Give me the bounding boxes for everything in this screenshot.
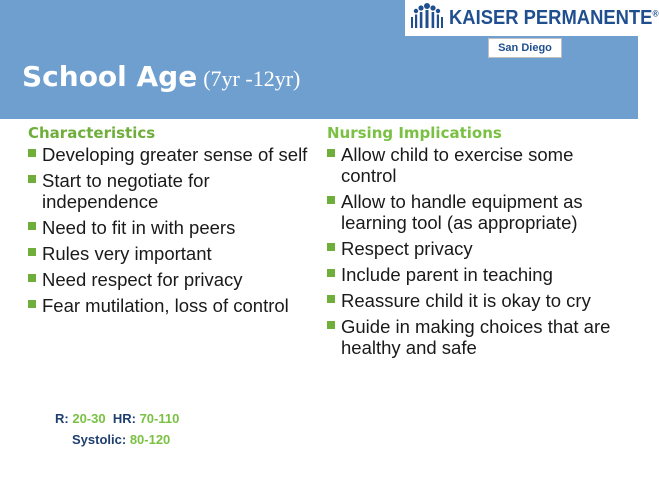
list-item: Allow to handle equipment as learning tool (as appropriate): [327, 191, 627, 233]
square-bullet-icon: [327, 243, 335, 251]
characteristics-column: [28, 124, 318, 321]
nursing-implications-column: [327, 124, 627, 363]
list-item: Respect privacy: [327, 238, 627, 259]
vital-signs: [55, 408, 179, 450]
square-bullet-icon: [327, 295, 335, 303]
systolic-label: Systolic:: [72, 432, 127, 447]
square-bullet-icon: [28, 300, 36, 308]
respiration-value: 20-30: [72, 411, 106, 426]
list-item: Need respect for privacy: [28, 269, 318, 290]
title-main: School Age: [22, 60, 198, 93]
kaiser-permanente-logo-icon: [410, 2, 444, 32]
nursing-implications-list: [327, 144, 627, 358]
square-bullet-icon: [327, 196, 335, 204]
vitals-line-1: [55, 408, 179, 429]
square-bullet-icon: [327, 149, 335, 157]
list-item: Developing greater sense of self: [28, 144, 318, 165]
page-title: [22, 60, 300, 93]
nursing-implications-heading: Nursing Implications: [327, 124, 502, 142]
list-item: Include parent in teaching: [327, 264, 627, 285]
heart-rate-value: 70-110: [139, 411, 180, 426]
title-age-range: (7yr -12yr): [203, 66, 301, 91]
region-label: San Diego: [488, 38, 562, 58]
heart-rate-label: HR:: [112, 411, 136, 426]
list-item: Need to fit in with peers: [28, 217, 318, 238]
registered-mark: ®: [652, 8, 659, 19]
vitals-line-2: [55, 429, 179, 450]
characteristics-heading: Characteristics: [28, 124, 156, 142]
square-bullet-icon: [327, 269, 335, 277]
square-bullet-icon: [28, 175, 36, 183]
list-item: Fear mutilation, loss of control: [28, 295, 318, 316]
list-item: Start to negotiate for independence: [28, 170, 318, 212]
list-item: Guide in making choices that are healthy and safe: [327, 316, 627, 358]
list-item: Reassure child it is okay to cry: [327, 290, 627, 311]
square-bullet-icon: [28, 149, 36, 157]
list-item: Allow child to exercise some control: [327, 144, 627, 186]
respiration-label: R:: [55, 411, 69, 426]
characteristics-list: [28, 144, 318, 316]
square-bullet-icon: [28, 274, 36, 282]
logo: [405, 0, 659, 36]
square-bullet-icon: [28, 222, 36, 230]
square-bullet-icon: [327, 321, 335, 329]
brand-name: KAISER PERMANENTE®: [449, 7, 659, 29]
systolic-value: 80-120: [129, 432, 171, 447]
list-item: Rules very important: [28, 243, 318, 264]
square-bullet-icon: [28, 248, 36, 256]
